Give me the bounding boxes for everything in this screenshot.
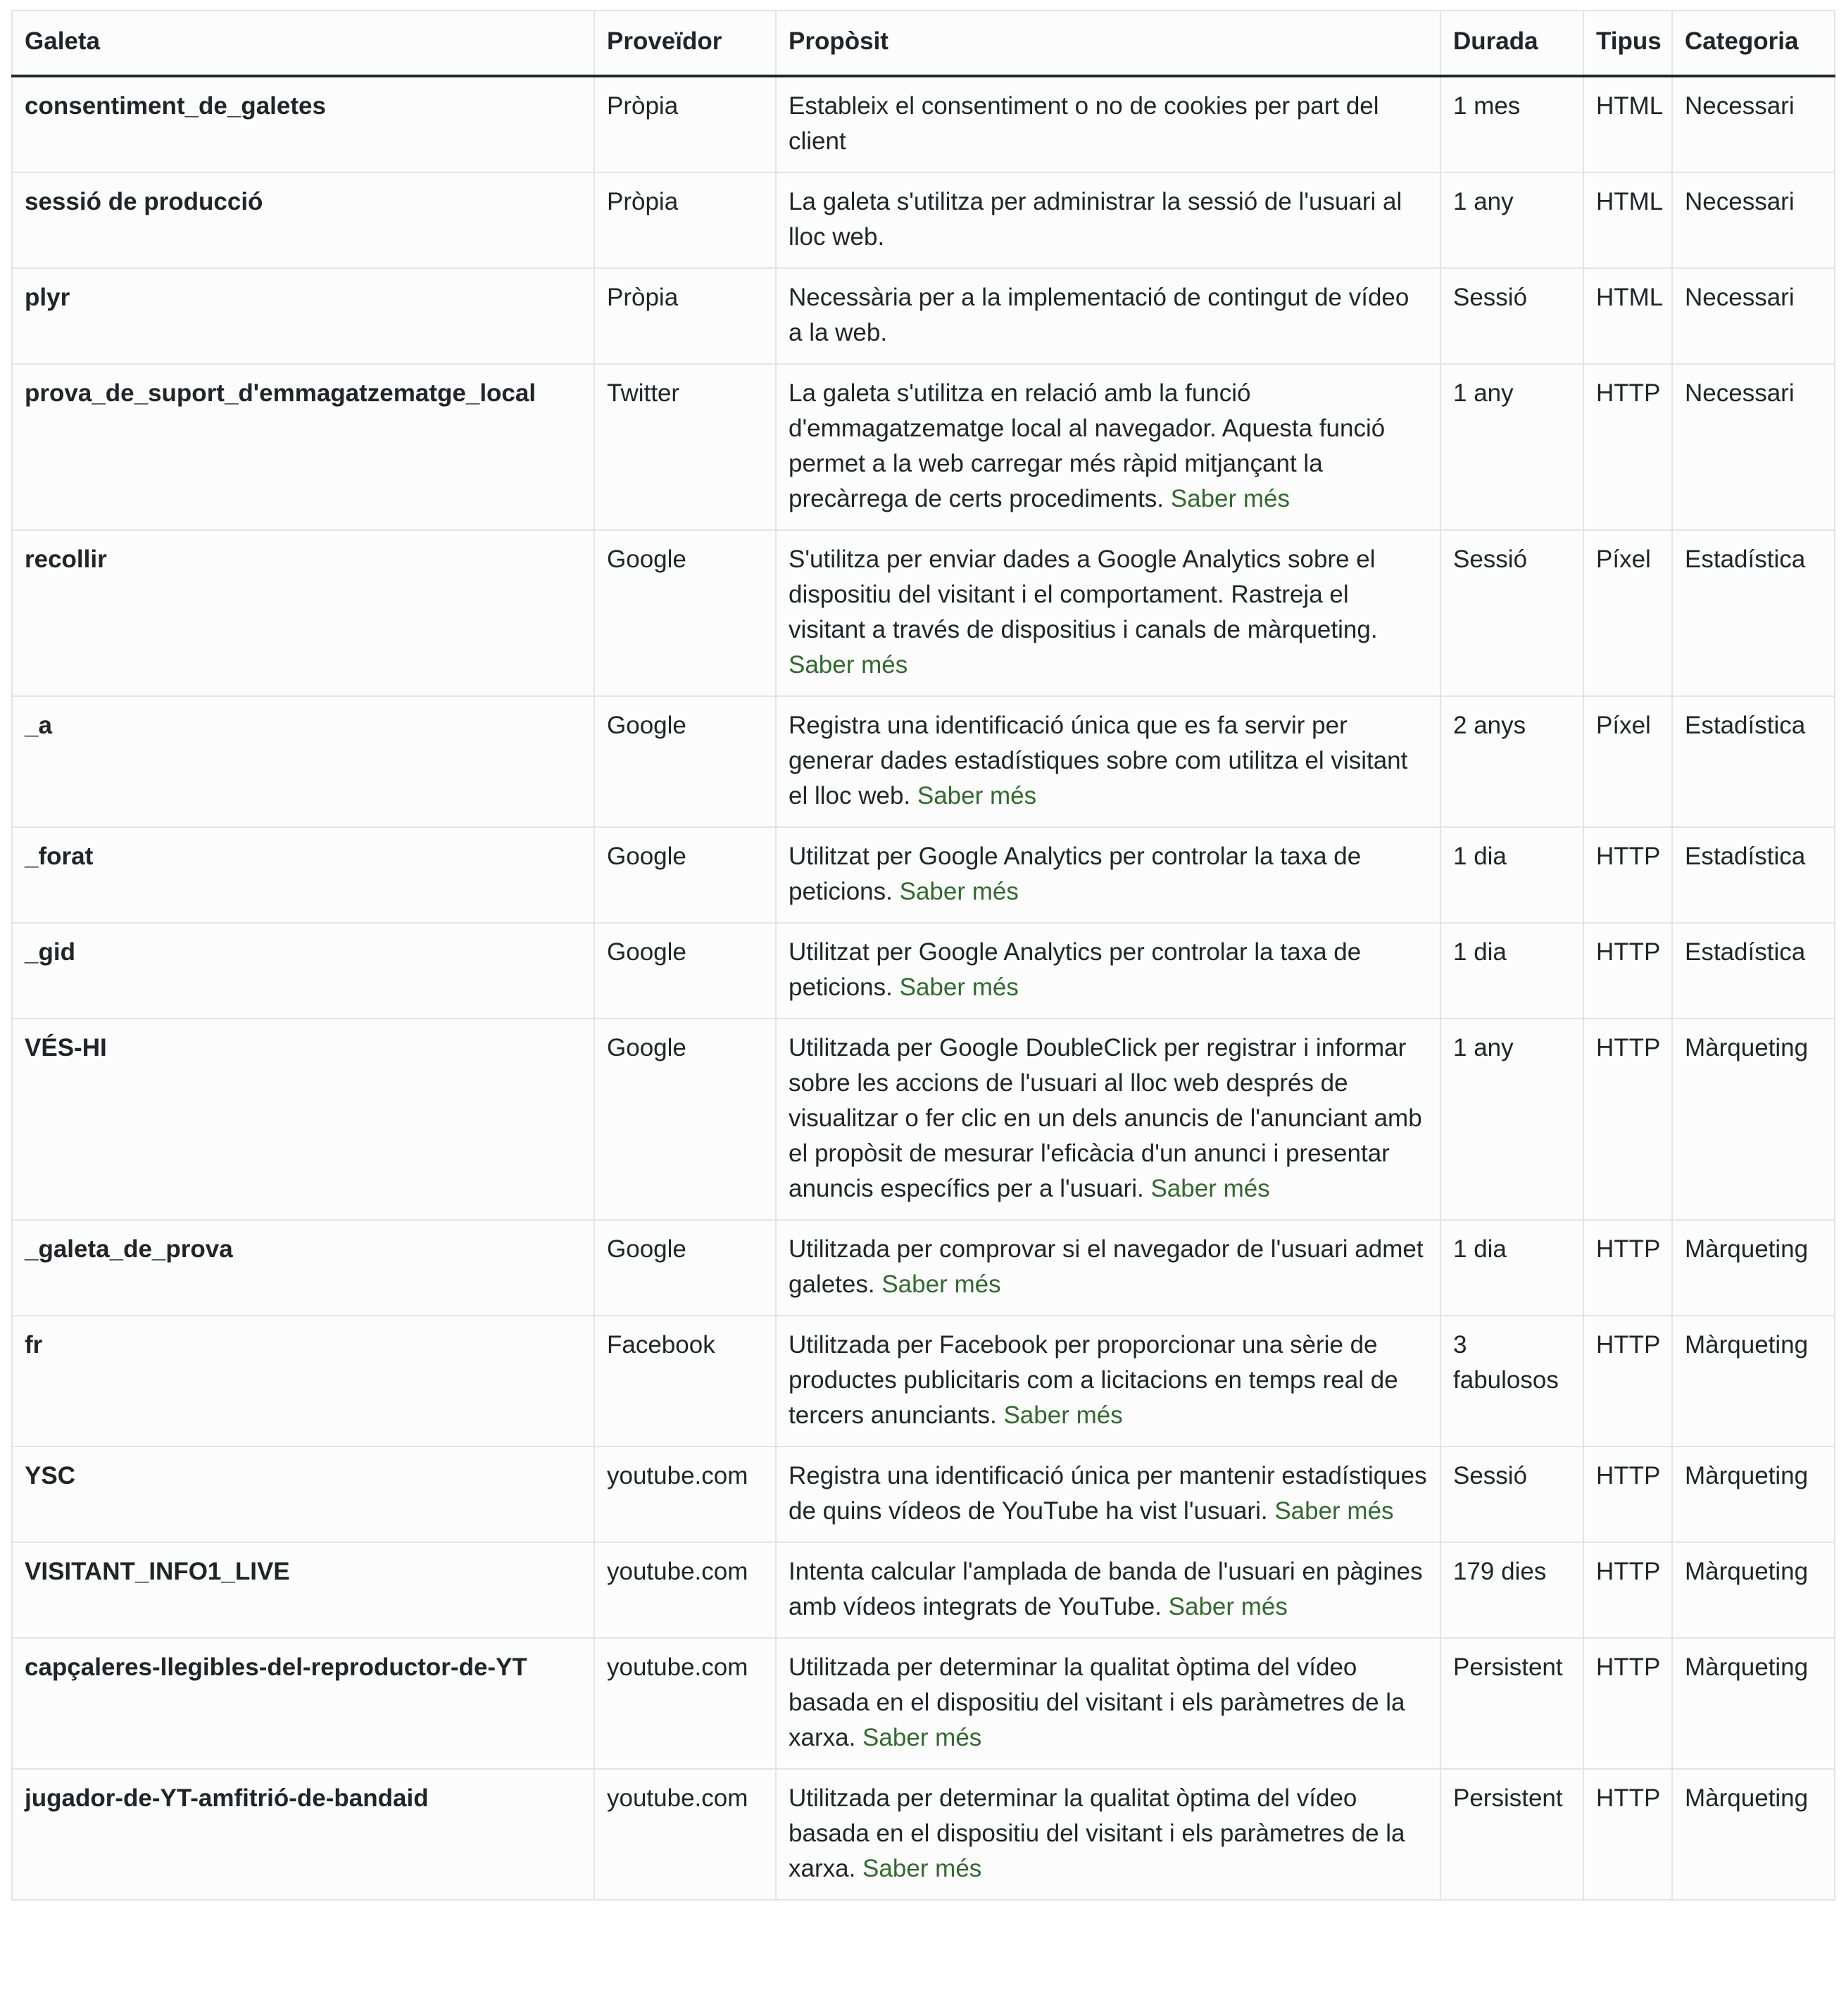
saber-mes-link[interactable]: Saber més [881, 1271, 1001, 1298]
cookie-category [1672, 268, 1835, 364]
cookie-category-text: Estadística [1685, 546, 1806, 573]
cookie-purpose [776, 696, 1440, 827]
cookie-duration [1440, 696, 1583, 827]
cookie-category-text: Necessari [1685, 284, 1795, 311]
header-galeta: Galeta [12, 11, 594, 76]
cookie-duration [1440, 1769, 1583, 1900]
cookie-type [1583, 1769, 1672, 1900]
saber-mes-link[interactable]: Saber més [1150, 1175, 1270, 1202]
header-proveidor: Proveïdor [594, 11, 776, 76]
cookie-duration [1440, 827, 1583, 923]
cookie-table-header [12, 11, 1835, 76]
cookie-type [1583, 172, 1672, 268]
cookie-purpose [776, 827, 1440, 923]
cookie-provider [594, 923, 776, 1019]
cookie-provider [594, 76, 776, 172]
cookie-category [1672, 1447, 1835, 1542]
cookie-purpose [776, 1769, 1440, 1900]
saber-mes-link[interactable]: Saber més [1003, 1401, 1123, 1429]
cookie-duration [1440, 1019, 1583, 1220]
cookie-purpose-text: Registra una identificació única per mantenir estadístiques de quins vídeos de YouTube ha vist l'usuari. [789, 1462, 1427, 1525]
table-row [12, 268, 1835, 364]
cookie-duration [1440, 1447, 1583, 1542]
cookie-duration-text: 1 dia [1453, 843, 1507, 870]
cookie-category-text: Màrqueting [1685, 1653, 1809, 1681]
cookie-duration-text: Persistent [1453, 1653, 1563, 1681]
header-row [12, 11, 1835, 76]
cookie-name-text: jugador-de-YT-amfitrió-de-bandaid [25, 1784, 429, 1812]
cookie-provider [594, 1220, 776, 1316]
cookie-category-text: Màrqueting [1685, 1331, 1809, 1359]
cookie-purpose-text: Estableix el consentiment o no de cookies per part del client [789, 92, 1379, 155]
cookie-name [12, 1220, 594, 1316]
cookie-duration-text: 1 dia [1453, 1235, 1507, 1263]
cookie-purpose [776, 364, 1440, 530]
cookie-category-text: Màrqueting [1685, 1235, 1809, 1263]
cookie-category [1672, 530, 1835, 696]
cookie-provider [594, 1019, 776, 1220]
table-row [12, 364, 1835, 530]
cookie-provider-text: Twitter [607, 379, 680, 407]
table-row [12, 1769, 1835, 1900]
saber-mes-link[interactable]: Saber més [899, 878, 1019, 905]
cookie-purpose [776, 923, 1440, 1019]
cookie-category [1672, 827, 1835, 923]
cookie-duration-text: Persistent [1453, 1784, 1563, 1812]
cookie-purpose [776, 530, 1440, 696]
table-row [12, 1316, 1835, 1447]
cookie-name-text: VISITANT_INFO1_LIVE [25, 1558, 290, 1585]
cookie-purpose-text: Utilitzada per determinar la qualitat òptima del vídeo basada en el dispositiu del visitant i els paràmetres de la xarxa. [789, 1653, 1405, 1751]
saber-mes-link[interactable]: Saber més [1168, 1593, 1288, 1620]
cookie-purpose-text: Intenta calcular l'amplada de banda de l'usuari en pàgines amb vídeos integrats de YouTube. [789, 1558, 1423, 1620]
cookie-name [12, 76, 594, 172]
cookie-provider [594, 1316, 776, 1447]
cookie-table-container [11, 10, 1834, 1901]
cookie-category [1672, 696, 1835, 827]
saber-mes-link[interactable]: Saber més [917, 782, 1037, 809]
header-tipus: Tipus [1583, 11, 1672, 76]
cookie-purpose [776, 1019, 1440, 1220]
cookie-duration [1440, 1316, 1583, 1447]
cookie-duration-text: 1 any [1453, 1034, 1514, 1061]
cookie-type [1583, 923, 1672, 1019]
cookie-type-text: HTTP [1596, 1784, 1661, 1812]
cookie-purpose-text: Utilitzada per Google DoubleClick per registrar i informar sobre les accions de l'usuari al lloc web després de visualitzar o fer clic en un dels anuncis de l'anunciant amb el propòsit de mesurar l'eficàcia d'un anunci i presentar anuncis específics per a l'usuari. [789, 1034, 1422, 1202]
cookie-name [12, 1447, 594, 1542]
saber-mes-link[interactable]: Saber més [1274, 1497, 1394, 1525]
cookie-name-text: capçaleres-llegibles-del-reproductor-de-YT [25, 1653, 527, 1681]
cookie-name-text: recollir [25, 546, 107, 573]
cookie-provider [594, 827, 776, 923]
cookie-type-text: HTML [1596, 92, 1664, 120]
table-row [12, 923, 1835, 1019]
cookie-purpose [776, 1220, 1440, 1316]
cookie-name-text: _a [25, 712, 52, 739]
table-row [12, 1019, 1835, 1220]
table-row [12, 1220, 1835, 1316]
cookie-name [12, 1316, 594, 1447]
cookie-duration-text: 1 any [1453, 188, 1514, 215]
cookie-category-text: Màrqueting [1685, 1462, 1809, 1489]
cookie-provider [594, 268, 776, 364]
saber-mes-link[interactable]: Saber més [862, 1724, 982, 1751]
cookie-type-text: HTML [1596, 284, 1664, 311]
cookie-name [12, 827, 594, 923]
cookie-duration [1440, 923, 1583, 1019]
table-row [12, 1447, 1835, 1542]
cookie-purpose [776, 1638, 1440, 1769]
cookie-category-text: Estadística [1685, 938, 1806, 966]
cookie-category [1672, 364, 1835, 530]
cookie-type [1583, 364, 1672, 530]
cookie-purpose-text: Necessària per a la implementació de contingut de vídeo a la web. [789, 284, 1409, 346]
saber-mes-link[interactable]: Saber més [899, 974, 1019, 1001]
cookie-category-text: Estadística [1685, 712, 1806, 739]
saber-mes-link[interactable]: Saber més [1170, 485, 1291, 512]
cookie-duration [1440, 530, 1583, 696]
cookie-provider-text: youtube.com [607, 1653, 748, 1681]
cookie-name-text: sessió de producció [25, 188, 263, 215]
cookie-provider [594, 1638, 776, 1769]
cookie-purpose-text: La galeta s'utilitza en relació amb la funció d'emmagatzematge local al navegador. Aquesta funció permet a la web carregar més ràpid mitjançant la precàrrega de certs procediments. [789, 379, 1386, 512]
cookie-name [12, 923, 594, 1019]
cookie-purpose [776, 1447, 1440, 1542]
cookie-duration-text: 1 any [1453, 379, 1514, 407]
cookie-provider-text: youtube.com [607, 1784, 748, 1812]
cookie-purpose [776, 268, 1440, 364]
cookie-category-text: Màrqueting [1685, 1784, 1809, 1812]
cookie-name-text: plyr [25, 284, 70, 311]
cookie-type [1583, 268, 1672, 364]
cookie-provider-text: Google [607, 712, 686, 739]
cookie-category [1672, 1638, 1835, 1769]
cookie-type-text: HTTP [1596, 1235, 1661, 1263]
cookie-type [1583, 1542, 1672, 1638]
cookie-type-text: HTTP [1596, 843, 1661, 870]
cookie-type [1583, 1316, 1672, 1447]
cookie-type-text: HTTP [1596, 1331, 1661, 1359]
cookie-provider-text: youtube.com [607, 1558, 748, 1585]
cookie-type [1583, 530, 1672, 696]
cookie-category [1672, 76, 1835, 172]
cookie-duration-text: 179 dies [1453, 1558, 1547, 1585]
cookie-type-text: HTTP [1596, 1653, 1661, 1681]
cookie-type-text: HTTP [1596, 1558, 1661, 1585]
cookie-type-text: Píxel [1596, 546, 1651, 573]
cookie-purpose [776, 172, 1440, 268]
cookie-provider-text: Pròpia [607, 284, 679, 311]
cookie-name-text: prova_de_suport_d'emmagatzematge_local [25, 379, 536, 407]
table-row [12, 530, 1835, 696]
cookie-name [12, 1638, 594, 1769]
cookie-name-text: _gid [25, 938, 75, 966]
cookie-provider-text: Google [607, 938, 686, 966]
cookie-provider [594, 530, 776, 696]
cookie-name-text: _forat [25, 843, 94, 870]
cookie-duration [1440, 1220, 1583, 1316]
cookie-duration [1440, 172, 1583, 268]
cookie-purpose [776, 1316, 1440, 1447]
cookie-type [1583, 1447, 1672, 1542]
cookie-category-text: Màrqueting [1685, 1034, 1809, 1061]
cookie-provider-text: Google [607, 1235, 686, 1263]
cookie-duration-text: 2 anys [1453, 712, 1526, 739]
header-categoria: Categoria [1672, 11, 1835, 76]
cookie-purpose-text: Utilitzada per determinar la qualitat òptima del vídeo basada en el dispositiu del visitant i els paràmetres de la xarxa. [789, 1784, 1405, 1882]
cookie-category-text: Estadística [1685, 843, 1806, 870]
cookie-provider-text: Google [607, 1034, 686, 1061]
cookie-duration [1440, 76, 1583, 172]
cookie-name-text: YSC [25, 1462, 75, 1489]
table-row [12, 1542, 1835, 1638]
table-row [12, 76, 1835, 172]
cookie-duration [1440, 1638, 1583, 1769]
cookie-duration [1440, 268, 1583, 364]
cookie-name [12, 1019, 594, 1220]
cookie-provider [594, 696, 776, 827]
cookie-name [12, 364, 594, 530]
cookie-name-text: fr [25, 1331, 43, 1359]
cookie-category [1672, 1019, 1835, 1220]
header-proposit: Propòsit [776, 11, 1440, 76]
cookie-type [1583, 696, 1672, 827]
cookie-name [12, 530, 594, 696]
cookie-purpose-text: Registra una identificació única que es fa servir per generar dades estadístiques sobre com utilitza el visitant el lloc web. [789, 712, 1408, 809]
cookie-provider-text: Pròpia [607, 188, 679, 215]
cookie-category [1672, 1316, 1835, 1447]
table-row [12, 1638, 1835, 1769]
cookie-category [1672, 923, 1835, 1019]
cookie-purpose-text: Utilitzada per comprovar si el navegador de l'usuari admet galetes. [789, 1235, 1424, 1298]
cookie-category [1672, 1542, 1835, 1638]
cookie-name [12, 696, 594, 827]
cookie-duration-text: Sessió [1453, 546, 1528, 573]
cookie-category-text: Màrqueting [1685, 1558, 1809, 1585]
cookie-duration-text: 1 dia [1453, 938, 1507, 966]
cookie-provider-text: Facebook [607, 1331, 715, 1359]
cookie-provider [594, 1447, 776, 1542]
cookie-provider [594, 1542, 776, 1638]
cookie-category-text: Necessari [1685, 379, 1795, 407]
cookie-type [1583, 1019, 1672, 1220]
cookie-purpose-text: Utilitzat per Google Analytics per controlar la taxa de peticions. [789, 843, 1362, 905]
cookie-category [1672, 1769, 1835, 1900]
cookie-duration-text: 3 fabulosos [1453, 1331, 1559, 1394]
cookie-name-text: _galeta_de_prova [25, 1235, 233, 1263]
cookie-category-text: Necessari [1685, 188, 1795, 215]
cookie-duration-text: Sessió [1453, 1462, 1528, 1489]
table-row [12, 827, 1835, 923]
cookie-purpose [776, 1542, 1440, 1638]
cookie-type [1583, 76, 1672, 172]
cookie-type [1583, 1638, 1672, 1769]
cookie-provider-text: youtube.com [607, 1462, 748, 1489]
cookie-provider-text: Google [607, 843, 686, 870]
cookie-purpose-text: S'utilitza per enviar dades a Google Analytics sobre el dispositiu del visitant i el comportament. Rastreja el visitant a través de dispositius i canals de màrqueting. [789, 546, 1378, 643]
saber-mes-link[interactable]: Saber més [862, 1855, 982, 1882]
cookie-table [11, 10, 1835, 1901]
cookie-provider-text: Pròpia [607, 92, 679, 120]
cookie-name-text: consentiment_de_galetes [25, 92, 326, 120]
cookie-category [1672, 1220, 1835, 1316]
table-row [12, 172, 1835, 268]
cookie-name [12, 1769, 594, 1900]
cookie-purpose [776, 76, 1440, 172]
cookie-purpose-text: Utilitzat per Google Analytics per controlar la taxa de peticions. [789, 938, 1362, 1001]
cookie-name [12, 268, 594, 364]
cookie-provider [594, 1769, 776, 1900]
cookie-name-text: VÉS-HI [25, 1034, 107, 1061]
cookie-type [1583, 827, 1672, 923]
cookie-type-text: Píxel [1596, 712, 1651, 739]
cookie-type-text: HTTP [1596, 1034, 1661, 1061]
cookie-type-text: HTTP [1596, 1462, 1661, 1489]
saber-mes-link[interactable]: Saber més [789, 651, 908, 679]
cookie-type-text: HTML [1596, 188, 1664, 215]
cookie-duration [1440, 1542, 1583, 1638]
header-durada: Durada [1440, 11, 1583, 76]
cookie-purpose-text: La galeta s'utilitza per administrar la sessió de l'usuari al lloc web. [789, 188, 1402, 251]
cookie-category-text: Necessari [1685, 92, 1795, 120]
table-row [12, 696, 1835, 827]
cookie-name [12, 172, 594, 268]
cookie-provider [594, 172, 776, 268]
cookie-type-text: HTTP [1596, 938, 1661, 966]
cookie-provider-text: Google [607, 546, 686, 573]
cookie-provider [594, 364, 776, 530]
cookie-type-text: HTTP [1596, 379, 1661, 407]
cookie-duration-text: 1 mes [1453, 92, 1521, 120]
cookie-name [12, 1542, 594, 1638]
cookie-category [1672, 172, 1835, 268]
cookie-table-body [12, 76, 1835, 1900]
cookie-purpose-text: Utilitzada per Facebook per proporcionar una sèrie de productes publicitaris com a licitacions en temps real de tercers anunciants. [789, 1331, 1398, 1429]
cookie-type [1583, 1220, 1672, 1316]
cookie-duration [1440, 364, 1583, 530]
cookie-duration-text: Sessió [1453, 284, 1528, 311]
